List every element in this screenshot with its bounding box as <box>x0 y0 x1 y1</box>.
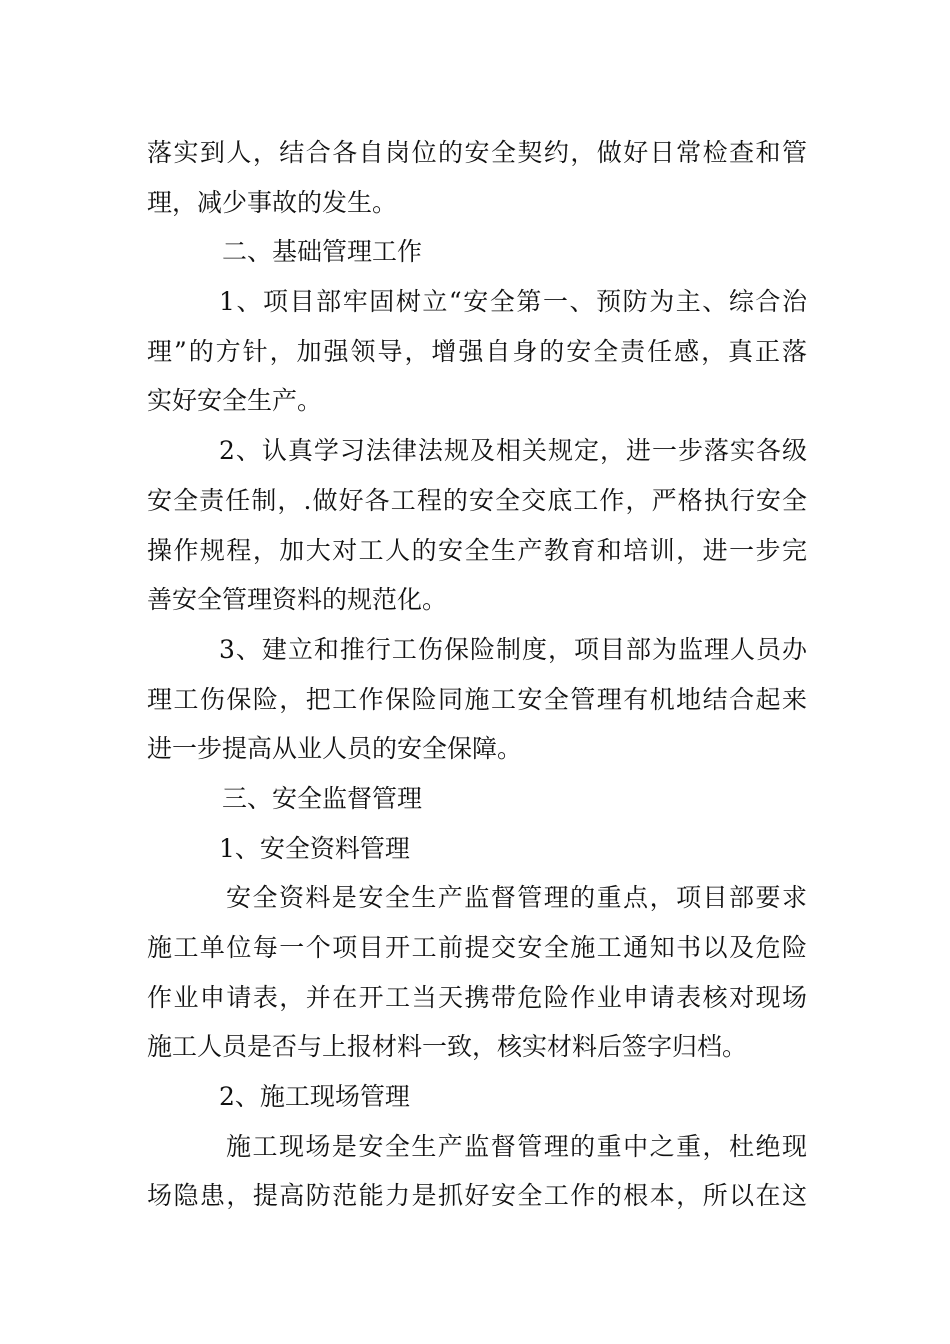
text-line: 安全责任制，.做好各工程的安全交底工作，严格执行安全 <box>147 485 807 515</box>
text-line: 理”的方针，加强领导，增强自身的安全责任感，真正落 <box>147 336 807 366</box>
document-body <box>147 128 807 1221</box>
text-line: 实好安全生产。 <box>147 386 323 416</box>
text-line: 理工伤保险，把工作保险同施工安全管理有机地结合起来 <box>147 684 807 714</box>
text-line: 1、项目部牢固树立“安全第一、预防为主、综合治 <box>219 287 807 317</box>
text-line: 操作规程，加大对工人的安全生产教育和培训，进一步完 <box>147 535 807 565</box>
text-line: 施工单位每一个项目开工前提交安全施工通知书以及危险 <box>147 933 807 962</box>
section-heading: 三、安全监督管理 <box>222 783 423 813</box>
text-line: 2、认真学习法律法规及相关规定，进一步落实各级 <box>219 436 807 466</box>
subsection-heading: 1、安全资料管理 <box>219 833 410 863</box>
text-line: 作业申请表，并在开工当天携带危险作业申请表核对现场 <box>147 982 807 1012</box>
text-line: 施工现场是安全生产监督管理的重中之重，杜绝现 <box>226 1131 807 1161</box>
text-line: 善安全管理资料的规范化。 <box>147 585 448 615</box>
text-line: 进一步提高从业人员的安全保障。 <box>147 734 523 764</box>
text-line: 安全资料是安全生产监督管理的重点，项目部要求 <box>226 883 807 913</box>
subsection-heading: 2、施工现场管理 <box>219 1082 410 1112</box>
text-line: 3、建立和推行工伤保险制度，项目部为监理人员办 <box>219 634 807 664</box>
text-line: 场隐患，提高防范能力是抓好安全工作的根本，所以在这 <box>147 1181 807 1211</box>
text-line: 理，减少事故的发生。 <box>147 187 398 217</box>
text-line: 施工人员是否与上报材料一致，核实材料后签字归档。 <box>147 1032 748 1062</box>
section-heading: 二、基础管理工作 <box>222 237 423 267</box>
text-line: 落实到人，结合各自岗位的安全契约，做好日常检查和管 <box>147 138 807 167</box>
